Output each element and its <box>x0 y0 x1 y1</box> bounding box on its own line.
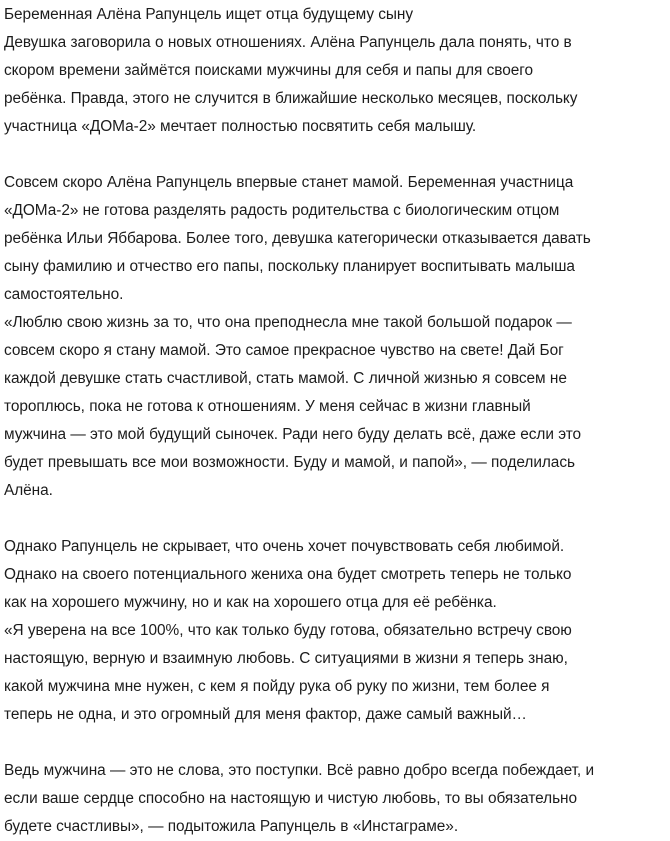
text-line: совсем скоро я стану мамой. Это самое прекрасное чувство на свете! Дай Бог <box>4 342 564 359</box>
text-line: ребёнка Ильи Яббарова. Более того, девушка категорически отказывается давать <box>4 230 591 247</box>
text-line: ребёнка. Правда, этого не случится в ближайшие несколько месяцев, поскольку <box>4 90 578 107</box>
paragraph-4 <box>4 757 662 841</box>
text-line: настоящую, верную и взаимную любовь. С ситуациями в жизни я теперь знаю, <box>4 650 568 667</box>
text-line: будет превышать все мои возможности. Буду и мамой, и папой», — поделилась <box>4 454 575 471</box>
text-line: участница «ДОМа-2» мечтает полностью посвятить себя малышу. <box>4 118 477 135</box>
text-line: «ДОМа-2» не готова разделять радость родительства с биологическим отцом <box>4 202 560 219</box>
text-line: самостоятельно. <box>4 286 124 303</box>
article-title: Беременная Алёна Рапунцель ищет отца будущему сыну <box>4 6 413 23</box>
text-line: тороплюсь, пока не готова к отношениям. У меня сейчас в жизни главный <box>4 398 531 415</box>
text-line: Совсем скоро Алёна Рапунцель впервые станет мамой. Беременная участница <box>4 174 574 191</box>
paragraph-2 <box>4 169 662 505</box>
text-line: если ваше сердце способно на настоящую и чистую любовь, то вы обязательно <box>4 790 578 807</box>
text-line: теперь не одна, и это огромный для меня фактор, даже самый важный… <box>4 706 527 723</box>
text-line: «Люблю свою жизнь за то, что она преподнесла мне такой большой подарок — <box>4 314 572 331</box>
text-line: как на хорошего мужчину, но и как на хорошего отца для её ребёнка. <box>4 594 497 611</box>
text-line: какой мужчина мне нужен, с кем я пойду рука об руку по жизни, тем более я <box>4 678 550 695</box>
text-line: каждой девушке стать счастливой, стать мамой. С личной жизнью я совсем не <box>4 370 567 387</box>
text-line: Ведь мужчина — это не слова, это поступки. Всё равно добро всегда побеждает, и <box>4 762 595 779</box>
text-line: Однако на своего потенциального жениха она будет смотреть теперь не только <box>4 566 572 583</box>
paragraph-1 <box>4 29 662 141</box>
text-line: мужчина — это мой будущий сыночек. Ради него буду делать всё, даже если это <box>4 426 582 443</box>
text-line: «Я уверена на все 100%, что как только буду готова, обязательно встречу свою <box>4 622 572 639</box>
text-line: будете счастливы», — подытожила Рапунцель в «Инстаграме». <box>4 818 459 835</box>
text-line: Девушка заговорила о новых отношениях. Алёна Рапунцель дала понять, что в <box>4 34 572 51</box>
text-line: Алёна. <box>4 482 53 499</box>
paragraph-3 <box>4 533 662 729</box>
text-line: Однако Рапунцель не скрывает, что очень хочет почувствовать себя любимой. <box>4 538 565 555</box>
text-line: сыну фамилию и отчество его папы, поскольку планирует воспитывать малыша <box>4 258 575 275</box>
text-line: скором времени займётся поисками мужчины для себя и папы для своего <box>4 62 534 79</box>
